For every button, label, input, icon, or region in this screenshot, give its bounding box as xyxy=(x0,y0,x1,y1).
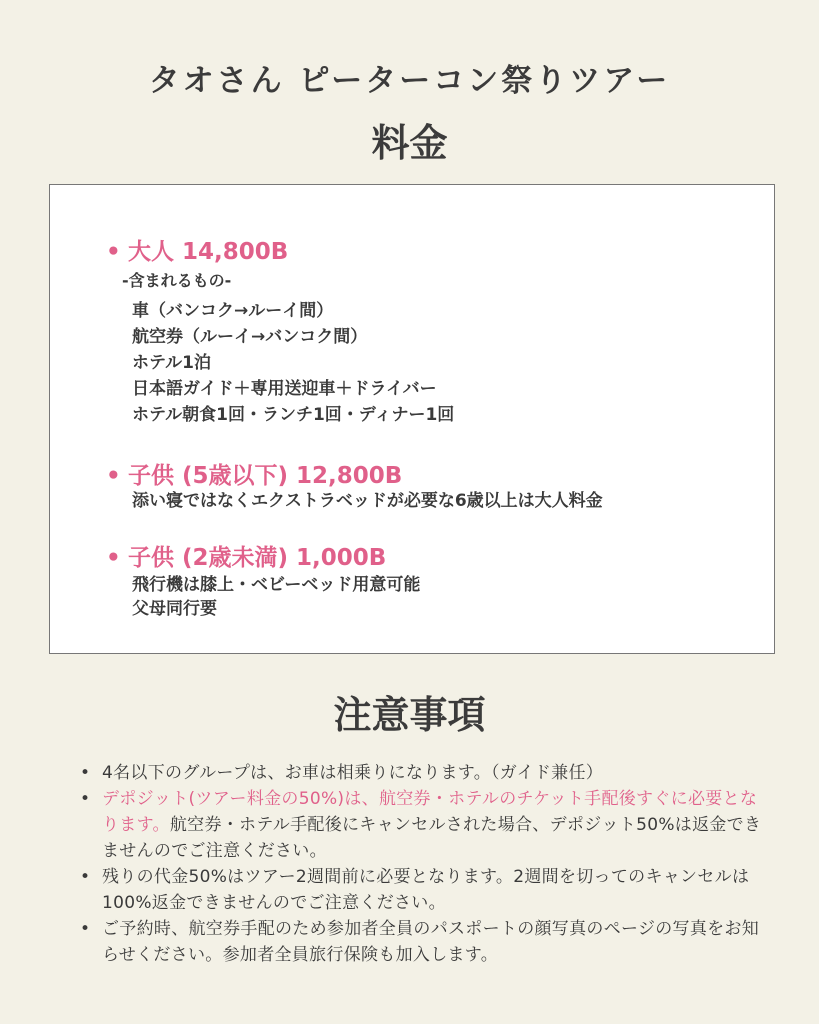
included-heading: -含まれるもの- xyxy=(122,271,232,290)
bullet-icon: • xyxy=(106,545,121,571)
adult-price-label: 大人 14,800B xyxy=(128,239,289,265)
bullet-icon: • xyxy=(80,763,91,783)
page-title: タオさん ピーターコン祭りツアー xyxy=(148,63,671,99)
child-price-label: 子供 (5歳以下) 12,800B xyxy=(128,463,403,489)
included-item: ホテル1泊 xyxy=(132,353,211,373)
bullet-icon: • xyxy=(106,463,121,489)
bullet-icon: • xyxy=(80,867,91,887)
note-item xyxy=(80,916,770,968)
included-item: 航空券（ルーイ→バンコク間） xyxy=(132,327,368,347)
infant-price-heading xyxy=(106,539,386,572)
infant-price-note: 父母同行要 xyxy=(132,599,217,619)
note-text: 残りの代金50%はツアー2週間前に必要となります。2週間を切ってのキャンセルは100%返金できませんのでご注意ください。 xyxy=(102,867,750,913)
bullet-icon: • xyxy=(106,239,121,265)
notes-list xyxy=(80,760,770,968)
note-item xyxy=(80,786,770,864)
infant-price-note: 飛行機は膝上・ベビーベッド用意可能 xyxy=(132,575,421,595)
note-text: ご予約時、航空券手配のため参加者全員のパスポートの顔写真のページの写真をお知らせください。参加者全員旅行保険も加入します。 xyxy=(102,919,760,965)
bullet-icon: • xyxy=(80,789,91,809)
price-box xyxy=(49,184,775,654)
adult-price-heading xyxy=(106,233,288,266)
note-highlight: デポジット(ツアー料金の50%)は、航空券・ホテルのチケット手配後すぐに必要となります。 xyxy=(102,789,758,835)
child-price-heading xyxy=(106,457,402,490)
bullet-icon: • xyxy=(80,919,91,939)
page-subtitle: 料金 xyxy=(371,121,448,165)
included-item: 日本語ガイド＋専用送迎車＋ドライバー xyxy=(132,379,437,399)
included-item: 車（バンコク→ルーイ間） xyxy=(132,301,334,321)
included-item: ホテル朝食1回・ランチ1回・ディナー1回 xyxy=(132,405,455,425)
infant-price-label: 子供 (2歳未満) 1,000B xyxy=(128,545,387,571)
note-text: 航空券・ホテル手配後にキャンセルされた場合、デポジット50%は返金できませんのでご注意ください。 xyxy=(102,815,762,861)
child-price-note: 添い寝ではなくエクストラベッドが必要な6歳以上は大人料金 xyxy=(132,491,603,511)
note-text: 4名以下のグループは、お車は相乗りになります。（ガイド兼任） xyxy=(102,763,604,783)
note-item xyxy=(80,760,770,786)
note-item xyxy=(80,864,770,916)
notes-title: 注意事項 xyxy=(333,693,486,737)
